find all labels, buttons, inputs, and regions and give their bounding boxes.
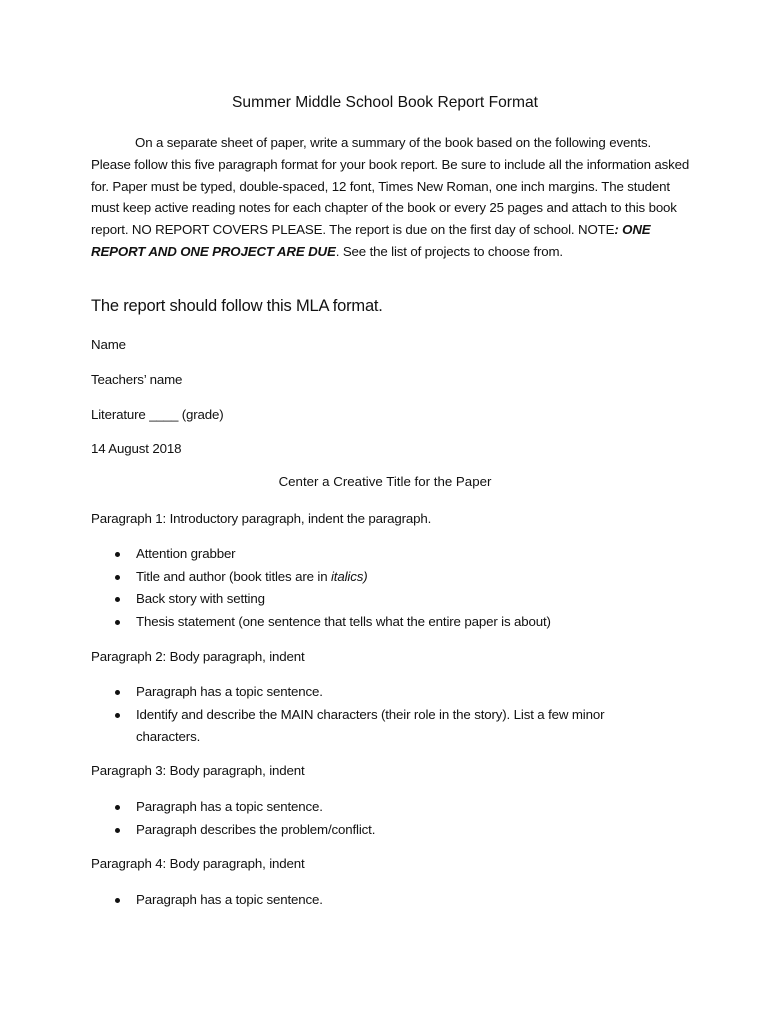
list-item: Back story with setting [91,588,551,611]
intro-text-part1: On a separate sheet of paper, write a summary of the book based on the following events. Please follow this five paragraph format for your book report. Be sure to include all the information asked for. Paper must be typed, double-spaced, 12 font, Times New Roman, one inch margins. The student must keep active reading notes for each chapter of the book or every 25 pages and attach to this book report. NO REPORT COVERS PLEASE. The report is due on the first day of school. NOTE [91,135,690,238]
bullet-icon [115,620,120,625]
header-date: 14 August 2018 [91,441,182,456]
list-item: Thesis statement (one sentence that tells what the entire paper is about) [91,611,551,634]
list-item: Paragraph has a topic sentence. [91,889,323,912]
bullet-icon [115,690,120,695]
list-item: Paragraph describes the problem/conflict. [91,819,375,842]
paragraph-1-bullets [91,543,551,633]
mla-heading: The report should follow this MLA format. [91,297,383,315]
bullet-icon [115,713,120,718]
paragraph-1-heading: Paragraph 1: Introductory paragraph, indent the paragraph. [91,511,432,526]
intro-paragraph [91,132,691,263]
header-teacher: Teachers’ name [91,372,183,387]
bullet-icon [115,575,120,580]
header-literature: Literature ____ (grade) [91,407,224,422]
paragraph-2-bullets [91,681,604,749]
paragraph-4-bullets [91,889,323,912]
list-item: Attention grabber [91,543,551,566]
list-item: Identify and describe the MAIN characters (their role in the story). List a few minor [91,704,604,727]
paragraph-3-heading: Paragraph 3: Body paragraph, indent [91,763,305,778]
bullet-icon [115,597,120,602]
list-item: Paragraph has a topic sentence. [91,681,604,704]
list-item: Title and author (book titles are in italics) [91,566,551,589]
intro-text-part2: . See the list of projects to choose from. [335,243,563,259]
center-title-line: Center a Creative Title for the Paper [278,474,492,489]
list-item: Paragraph has a topic sentence. [91,796,375,819]
paragraph-4-heading: Paragraph 4: Body paragraph, indent [91,856,305,871]
bullet-icon [115,898,120,903]
intro-emphasis: : ONE REPORT AND ONE PROJECT ARE DUE [91,222,651,259]
list-item-continuation: characters. [136,729,201,745]
bullet-icon [115,805,120,810]
bullet-icon [115,552,120,557]
document-title: Summer Middle School Book Report Format [232,94,538,111]
bullet-icon [115,828,120,833]
paragraph-2-heading: Paragraph 2: Body paragraph, indent [91,649,305,664]
header-name: Name [91,337,126,352]
paragraph-3-bullets [91,796,375,841]
